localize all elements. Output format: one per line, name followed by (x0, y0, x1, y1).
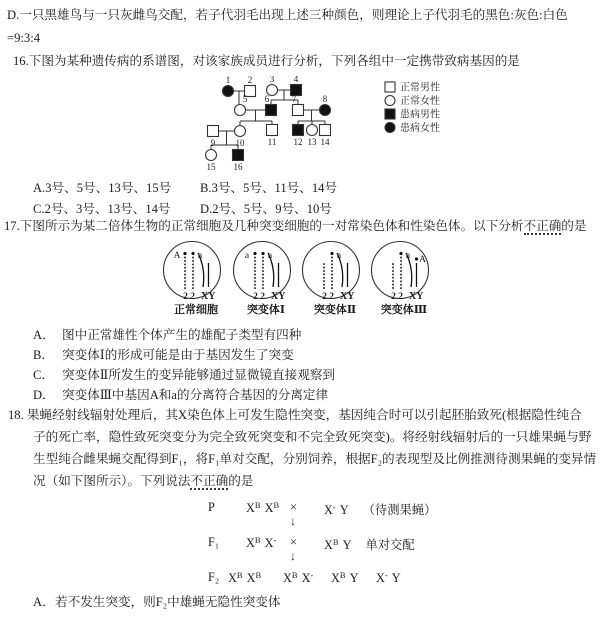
q18-stem-line4-suffix: 的是 (228, 474, 254, 488)
gene-locus-dot (415, 257, 418, 260)
allele: X- (376, 570, 388, 585)
q17-option-d-text: 突变体Ⅲ中基因A和a的分离符合基因的分离定律 (62, 388, 329, 402)
allele: $X^B$ (331, 570, 346, 585)
option-d-line1: D.一只黑雄鸟与一只灰雌鸟交配，若子代羽毛出现上述三种颜色，则理论上子代羽毛的黑色:灰色:白色 (7, 8, 568, 22)
q16-options-row1 (33, 181, 337, 196)
pedigree-member-10 (235, 126, 246, 137)
allele: $X^B$ (246, 500, 261, 515)
down-arrow-icon: ↓ (290, 514, 296, 528)
pedigree-member-13-number: 13 (307, 137, 317, 147)
q16-option-d-label: D. (200, 202, 213, 216)
allele: Y (349, 571, 359, 585)
q18-option-a-label: A． (33, 595, 55, 609)
q16-option-d (200, 202, 332, 216)
legend-label: 患病男性 (400, 109, 440, 121)
allele: Y (342, 538, 352, 552)
cell-caption: 突变体Ⅱ (313, 304, 357, 316)
legend-affected-male-icon (385, 109, 395, 119)
male-genotype (324, 535, 415, 553)
pedigree-member-7-number: 7 (291, 94, 297, 104)
karyotype-cell-1 (164, 242, 221, 317)
q16-option-b-text: 3号、5号、11号、14号 (211, 181, 338, 195)
gene-label-right: a (405, 251, 411, 261)
q17-option-b (33, 348, 294, 363)
q18-stem-line4-prefix: 况（如下图所示）。下列说法 (33, 474, 191, 488)
cell-caption: 突变体Ⅲ (380, 304, 428, 316)
pedigree-member-16-number: 16 (233, 162, 243, 172)
q18-stem-line1: 18. 果蝇经射线辐射处理后，其X染色体上可发生隐性突变，基因纯合时可以引起胚胎致死(根据隐性纯合 (8, 408, 582, 422)
pedigree-member-15 (206, 150, 217, 161)
male-genotype (324, 500, 436, 518)
cross-note: 单对交配 (365, 538, 415, 552)
genotype (331, 571, 362, 585)
gene-label-left: a (244, 251, 250, 261)
gene-label-left: A (173, 251, 181, 261)
f2-genotype-4 (376, 570, 405, 586)
genotype (246, 501, 283, 515)
gene-label-right: a (336, 251, 342, 261)
sex-chromosome-label: XY (271, 291, 286, 302)
autosome-label: 2 2 (253, 292, 265, 302)
sex-chromosome-label: XY (201, 291, 216, 302)
allele: Y (391, 571, 401, 585)
pedigree-member-11-number: 11 (267, 137, 277, 147)
pedigree-member-10-number: 10 (235, 138, 245, 148)
generation-label: F₁ (208, 535, 220, 549)
pedigree-member-1 (223, 86, 234, 97)
q17-option-b-label: B． (33, 348, 54, 362)
q18-stem-line2: 子的死亡率，隐性致死突变分为完全致死突变和不完全致死突变)。将经射线辐射后的一只雄果蝇与野 (33, 430, 592, 444)
q17-option-a (33, 328, 301, 343)
cell-membrane (234, 242, 291, 299)
q17-option-c-label: C． (33, 368, 54, 382)
down-arrow-icon: ↓ (290, 549, 296, 563)
pedigree-member-9-number: 9 (210, 138, 216, 148)
q16-option-c (33, 202, 200, 217)
pedigree-member-2-number: 2 (247, 76, 253, 85)
pedigree-member-16 (233, 150, 244, 161)
karyotype-cell-3 (303, 242, 360, 317)
q18-option-a-text: 若不发生突变，则F₂中雄蝇无隐性突变体 (55, 595, 281, 609)
legend-normal-female-icon (385, 96, 395, 106)
q18-stem-emphasis: 不正确 (190, 474, 229, 488)
cell-caption: 突变体Ⅰ (246, 304, 286, 316)
legend-label: 正常男性 (400, 82, 440, 94)
allele: Y (339, 503, 349, 517)
option-d-line2: =9:3:4 (7, 31, 40, 45)
gene-label-y: A (419, 255, 426, 265)
cell-membrane (372, 242, 429, 299)
karyotype-cell-2 (234, 242, 291, 317)
q17-stem (4, 219, 586, 234)
q16-option-b-label: B. (200, 181, 212, 195)
gene-locus-dot (253, 252, 256, 255)
gene-locus-dot (191, 252, 194, 255)
f2-genotype-2 (283, 570, 317, 586)
generation-label: F₂ (208, 570, 220, 584)
pedigree-member-15-number: 15 (206, 162, 216, 172)
karyotype-diagram (156, 238, 436, 320)
genotype (324, 538, 355, 552)
allele: X- (301, 570, 314, 585)
q17-option-d-label: D． (33, 388, 55, 402)
legend-affected-female-icon (385, 123, 395, 133)
sex-chromosome-label: XY (409, 291, 424, 302)
pedigree-member-6-number: 6 (264, 94, 270, 104)
autosome-label: 2 2 (391, 292, 403, 302)
q16-option-b (200, 181, 337, 195)
allele: $X^B$ (324, 537, 339, 552)
q17-option-b-text: 突变体Ⅰ的形成可能是由于基因发生了突变 (62, 348, 294, 362)
pedigree-diagram (195, 76, 440, 176)
allele: $X^B$ (246, 535, 261, 550)
gene-locus-dot (399, 252, 402, 255)
pedigree-member-3-number: 3 (269, 76, 275, 84)
female-genotype (246, 500, 283, 516)
q18-option-a (33, 595, 281, 610)
genotype (228, 571, 265, 585)
pedigree-member-14 (320, 125, 331, 136)
genotype (283, 571, 317, 585)
legend-label: 患病女性 (400, 123, 440, 134)
allele: $X^B$ (246, 570, 262, 585)
cell-membrane (164, 242, 221, 299)
allele: $X^B$ (228, 570, 243, 585)
pedigree-member-11 (267, 125, 278, 136)
pedigree-member-8 (320, 105, 331, 116)
genotype (324, 503, 353, 517)
q16-stem: 16.下图为某种遗传病的系谱图，对该家族成员进行分析，下列各组中一定携带致病基因的是 (13, 54, 520, 68)
allele: $X^B$ (264, 500, 280, 515)
q16-option-c-label: C. (33, 202, 45, 216)
pedigree-member-5 (235, 105, 246, 116)
q16-options-row2 (33, 202, 332, 217)
q17-stem-suffix: 的是 (561, 219, 587, 233)
female-genotype (246, 535, 280, 551)
q17-option-a-label: A． (33, 328, 55, 342)
pedigree-member-4-number: 4 (293, 76, 299, 84)
q17-option-c (33, 368, 335, 383)
q17-option-d (33, 388, 328, 403)
q17-option-a-text: 图中正常雄性个体产生的雄配子类型有四种 (62, 328, 302, 342)
cell-membrane (303, 242, 360, 299)
karyotype-cell-4 (372, 242, 429, 317)
allele: $X^B$ (283, 570, 298, 585)
cross-symbol: × (290, 500, 297, 514)
q16-option-a-text: 3号、5号、13号、15号 (45, 181, 172, 195)
cell-caption: 正常细胞 (174, 304, 218, 316)
pedigree-member-12 (293, 125, 304, 136)
q18-stem-line3: 生型纯合雌果蝇交配得到F₁，将F₁单对交配，分别饲养，根据F₂的表现型及比例推测待测果蝇的变异情 (33, 452, 597, 466)
legend-label: 正常女性 (400, 96, 440, 107)
legend-normal-male-icon (385, 82, 395, 92)
pedigree-member-14-number: 14 (320, 137, 330, 147)
gene-locus-dot (183, 252, 186, 255)
pedigree-member-7 (293, 105, 304, 116)
gene-locus-dot (330, 252, 333, 255)
allele: X- (264, 535, 277, 550)
allele: X- (324, 502, 336, 517)
gene-label-right: a (197, 251, 203, 261)
pedigree-member-12-number: 12 (293, 137, 303, 147)
pedigree-member-5-number: 5 (242, 94, 248, 104)
cross-note: （待测果蝇） (362, 503, 437, 517)
gene-locus-dot (261, 252, 264, 255)
pedigree-member-8-number: 8 (322, 94, 328, 104)
sex-chromosome-label: XY (340, 291, 355, 302)
autosome-label: 2 2 (183, 292, 195, 302)
pedigree-member-6 (266, 105, 277, 116)
cross-symbol: × (290, 535, 297, 549)
q16-option-a-label: A. (33, 181, 46, 195)
pedigree-member-1-number: 1 (225, 76, 231, 85)
q17-stem-prefix: 17.下图所示为某二倍体生物的正常细胞及几种突变细胞的一对常染色体和性染色体。以下分析 (4, 219, 524, 233)
q16-option-c-text: 2号、3号、13号、14号 (44, 202, 171, 216)
gene-label-right: a (267, 251, 273, 261)
genotype (246, 536, 280, 550)
pedigree-member-9 (208, 126, 219, 137)
autosome-label: 2 2 (322, 292, 334, 302)
generation-label: P (208, 500, 215, 514)
f2-genotype-3 (331, 570, 362, 586)
f2-genotype-1 (228, 570, 265, 586)
q17-stem-emphasis: 不正确 (523, 219, 562, 233)
genotype (376, 571, 405, 585)
q18-stem-line4 (33, 474, 253, 489)
cross-diagram (200, 496, 500, 596)
pedigree-member-13 (307, 125, 318, 136)
q16-option-a (33, 181, 200, 196)
q17-option-c-text: 突变体Ⅱ所发生的变异能够通过显微镜直接观察到 (62, 368, 336, 382)
q16-option-d-text: 2号、5号、9号、10号 (212, 202, 332, 216)
